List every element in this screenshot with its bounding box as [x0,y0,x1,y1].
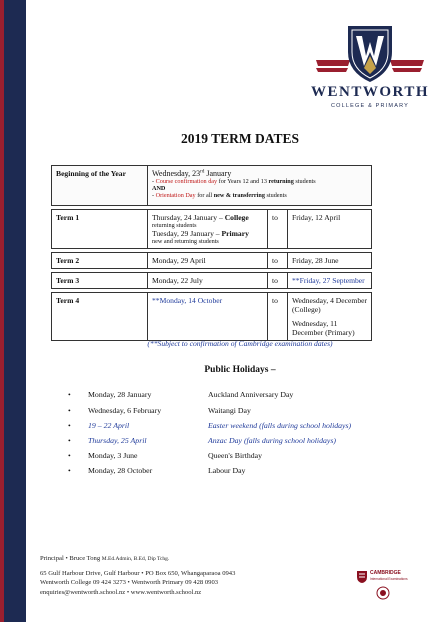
wentworth-logo [310,22,430,114]
page-title: 2019 TERM DATES [180,131,300,146]
holiday-item: • Wednesday, 6 February Waitangi Day [68,406,251,415]
beginning-details [148,166,372,206]
logo-name: WENTWORTH [311,84,429,100]
term-label: Term 4 [52,293,148,341]
crest-icon [314,22,426,84]
term-start: Thursday, 24 January – College returning students Tuesday, 29 January – Primary new and returning students [148,210,268,249]
cambridge-name: CAMBRIDGE [370,570,401,576]
orientation-line: - Orientation Day for all new & transferring students [152,192,287,199]
footer-phones: Wentworth College 09 424 3273 • Wentworth Primary 09 428 0903 [40,579,219,586]
course-confirmation-line: - Course confirmation day for Years 12 and 13 returning students [152,178,316,185]
term-row [52,210,372,249]
term-label: Term 3 [52,273,148,289]
term-end: Friday, 28 June [288,253,372,269]
beginning-row [52,166,372,206]
term-end: Wednesday, 4 December (College) Wednesday, 11 December (Primary) [288,293,372,341]
left-sidebar-accent [0,0,4,622]
term-to: to [268,293,288,341]
holidays-heading: Public Holidays – [204,365,276,375]
cambridge-shield-icon [356,570,368,584]
footer-address: 65 Gulf Harbour Drive, Gulf Harbour • PO Box 650, Whangaparaoa 0943 [40,569,236,577]
term-start: Monday, 29 April [148,253,268,269]
term-to: to [268,210,288,249]
logo-subtitle: COLLEGE & PRIMARY [330,103,410,109]
term-start: **Monday, 14 October [148,293,268,341]
holiday-item: • Monday, 3 June Queen's Birthday [68,451,263,460]
cambridge-logo [356,570,420,604]
holiday-item: • Monday, 28 January Auckland Anniversary Day [68,390,294,399]
term-end: **Friday, 27 September [288,273,372,289]
holiday-item: • Thursday, 25 April Anzac Day (falls during school holidays) [68,436,336,445]
cambridge-sub: International Examinations [370,577,408,581]
term-end: Friday, 12 April [288,210,372,249]
cambridge-note: (**Subject to confirmation of Cambridge examination dates) [147,339,333,348]
footer-contact: enquiries@wentworth.school.nz • www.wentworth.school.nz [40,588,202,596]
footer-principal: Principal • Bruce Tong M.Ed.Admin, B.Ed, Dip Tchg. [40,555,170,562]
term-label: Term 2 [52,253,148,269]
term-row [52,293,372,341]
term-to: to [268,253,288,269]
term-to: to [268,273,288,289]
beginning-date: Wednesday, 23rd January [152,169,232,178]
term-start: Monday, 22 July [148,273,268,289]
term-label: Term 1 [52,210,148,249]
holiday-item: • 19 – 22 April Easter weekend (falls during school holidays) [68,421,352,430]
term-row [52,273,372,289]
term-dates-table [51,165,372,341]
term-row [52,253,372,269]
holiday-item: • Monday, 28 October Labour Day [68,466,246,475]
school-badge-icon [376,586,390,600]
beginning-label: Beginning of the Year [52,166,148,206]
and-label: AND [152,185,166,192]
footer [40,554,235,597]
